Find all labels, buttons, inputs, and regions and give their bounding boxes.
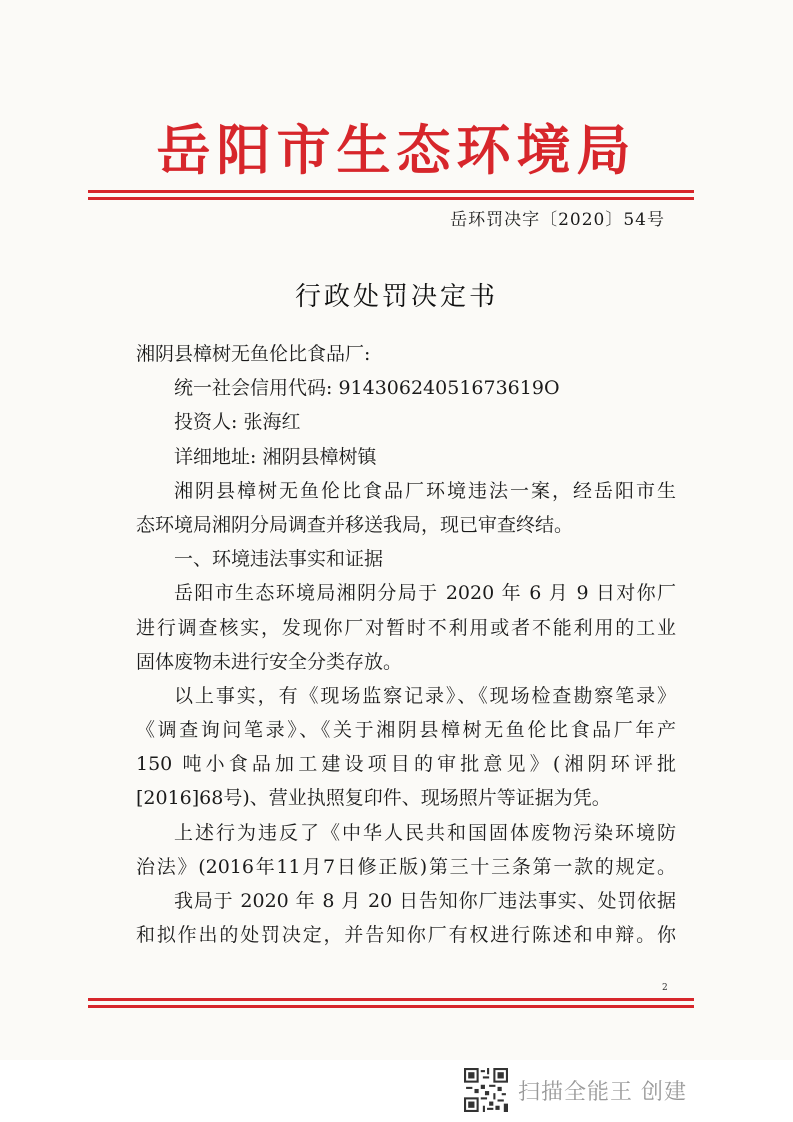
agency-title: 岳阳市生态环境局 bbox=[156, 118, 637, 182]
page-number: 2 bbox=[662, 983, 668, 993]
body-line: 我局于 2020 年 8 月 20 日告知你厂违法事实、处罚依据 bbox=[174, 890, 676, 912]
body-line: 治法》(2016年11月7日修正版)第三十三条第一款的规定。 bbox=[136, 855, 676, 878]
footer-red-line-lower bbox=[88, 1005, 694, 1008]
body-line: 固体废物未进行安全分类存放。 bbox=[136, 650, 403, 673]
body-line: 和拟作出的处罚决定，并告知你厂有权进行陈述和申辩。你 bbox=[136, 924, 676, 947]
watermark-text: 扫描全能王 创建 bbox=[518, 1079, 687, 1105]
document-number: 岳环罚决字〔2020〕54号 bbox=[450, 210, 665, 230]
document-body bbox=[136, 337, 676, 952]
qr-code-icon bbox=[464, 1068, 508, 1112]
document-title: 行政处罚决定书 bbox=[294, 282, 498, 312]
body-line: 上述行为违反了《中华人民共和国固体废物污染环境防 bbox=[174, 821, 676, 844]
body-line: 岳阳市生态环境局湘阴分局于 2020 年 6 月 9 日对你厂 bbox=[174, 582, 676, 605]
footer-red-line-upper bbox=[88, 998, 694, 1001]
body-line: 投资人: 张海红 bbox=[174, 411, 301, 434]
body-line: 一、环境违法事实和证据 bbox=[174, 548, 384, 571]
body-line: 以上事实，有《现场监察记录》、《现场检查勘察笔录》 bbox=[174, 684, 676, 707]
scanner-watermark bbox=[464, 1070, 687, 1110]
body-line: 150 吨小食品加工建设项目的审批意见》(湘阴环评批 bbox=[136, 753, 676, 776]
body-line: 统一社会信用代码: 91430624051673619O bbox=[174, 377, 560, 400]
body-line: [2016]68号)、营业执照复印件、现场照片等证据为凭。 bbox=[136, 787, 611, 810]
header-red-line-upper bbox=[88, 190, 694, 193]
body-line: 态环境局湘阴分局调查并移送我局，现已审查终结。 bbox=[136, 513, 574, 536]
body-line: 《调查询问笔录》、《关于湘阴县樟树无鱼伦比食品厂年产 bbox=[136, 719, 676, 742]
body-line: 湘阴县樟树无鱼伦比食品厂环境违法一案，经岳阳市生 bbox=[174, 479, 676, 502]
body-line: 详细地址: 湘阴县樟树镇 bbox=[174, 445, 377, 468]
body-line: 进行调查核实，发现你厂对暂时不利用或者不能利用的工业 bbox=[136, 616, 676, 639]
body-line: 湘阴县樟树无鱼伦比食品厂: bbox=[136, 343, 371, 365]
header-red-line-lower bbox=[88, 197, 694, 200]
